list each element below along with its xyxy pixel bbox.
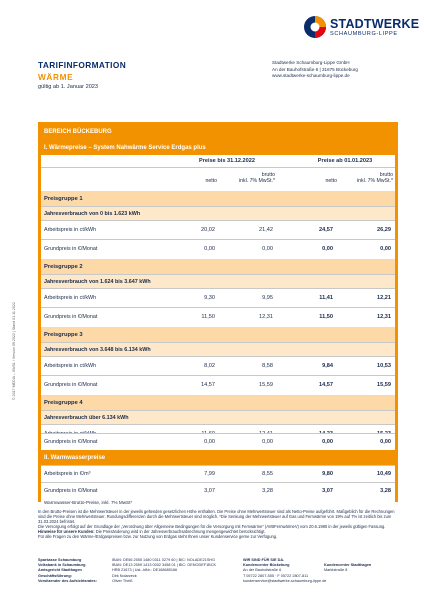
table-row: Arbeitspreis in ct/kWh 8,02 8,58 9,84 10,53 — [41, 356, 395, 375]
company-logo — [303, 14, 421, 42]
side-print-info: © 2017 MEDIA – SWSL / Version 09.2022 | Stand 01.11.2022 — [12, 302, 16, 400]
region-header: BEREICH BÜCKEBURG — [44, 129, 112, 135]
table-row: Grundpreis in €/Monat 14,57 15,59 14,57 15,59 — [41, 375, 395, 394]
document-title — [38, 60, 126, 90]
address-line: An der Bauhofstraße 6 | 31675 Bückeburg — [272, 66, 358, 72]
consumption-range: Jahresverbrauch von 1.624 bis 3.647 kWh — [41, 274, 395, 288]
brutto-label: brutto inkl. 7% MwSt.* — [238, 172, 275, 185]
note-avb: Die Versorgung erfolgt auf der Grundlage der „Verordnung über Allgemeine Bedingungen für die Versorgung mit Fernwärme“ (AVBFernwärmeV) vom 20.6.1980 in der jeweils gültigen Fassung. — [38, 524, 386, 530]
column-header-row — [41, 155, 395, 167]
stadtwerke-logo-icon — [303, 15, 327, 39]
subheader-row — [41, 167, 395, 191]
logo-name: STADTWERKE — [330, 17, 420, 31]
table-row: Arbeitspreis in ct/kWh 20,02 21,42 24,57 26,29 — [41, 220, 395, 239]
brutto-label: brutto inkl. 7% MwSt.* — [356, 172, 393, 185]
consumption-range: Jahresverbrauch von 0 bis 1.623 kWh — [41, 206, 395, 220]
column-header-new: Preise ab 01.01.2023 — [317, 158, 373, 164]
table-row: Grundpreis in €/Monat 0,00 0,00 0,00 0,00 — [41, 239, 395, 258]
table-row: Arbeitspreis in €/m³ 7,99 8,55 9,80 10,49 — [41, 465, 395, 482]
heating-prices-section — [41, 155, 395, 436]
consumption-range: Jahresverbrauch über 6.134 kWh — [41, 410, 395, 424]
footer-contact-buckeburg: WIR SIND FÜR SIE DA. Kundencenter Bückeburg An der Bauhofstraße 6 T 05722 2807-555 · F 05722 2807-811 kundenservice@stadtwerke-schaumburg-lippe.de — [243, 558, 327, 583]
company-address — [272, 60, 358, 80]
table-row: Grundpreis in €/Monat 11,50 12,31 11,50 12,31 — [41, 307, 395, 326]
note-customers: Hinweise für unsere Kunden: Die Preisänderung wird in der Jahresverbrauchsabrechnung mengengewichtet berücksichtigt. — [38, 529, 266, 535]
netto-label: netto — [205, 178, 217, 184]
phone-fax: T 05722 2807-555 · F 05722 2807-811 — [243, 573, 309, 578]
section-water-header: II. Warmwasserpreise — [44, 455, 106, 461]
price-group-title: Preisgruppe 3 — [41, 327, 395, 342]
price-group-title: Preisgruppe 1 — [41, 191, 395, 206]
netto-label: netto — [325, 178, 337, 184]
address-line: Stadtwerke Schaumburg-Lippe GmbH — [272, 60, 350, 65]
table-lower-part — [41, 433, 395, 499]
footer-contact-stadthagen: Kundencenter Stadthagen Marktstraße 8 — [324, 563, 372, 573]
logo-subtitle: SCHAUMBURG-LIPPE — [330, 31, 398, 37]
table-row: Grundpreis in €/Monat 0,00 0,00 0,00 0,00 — [41, 433, 395, 450]
section-heating-header: I. Wärmepreise – System Nahwärme Service Erdgas plus — [44, 144, 206, 151]
table-row: Arbeitspreis in ct/kWh 9,30 9,95 11,41 12,21 — [41, 288, 395, 307]
table-row: Grundpreis in €/Monat 3,07 3,28 3,07 3,28 — [41, 482, 395, 499]
price-group-title: Preisgruppe 4 — [41, 395, 395, 410]
note-vat: In den Brutto-Preisen ist die Mehrwertsteuer in der jeweils geltenden gesetzlichen Höhe enthalten. Die Preise ohne Mehrwertsteuer sind als Netto-Preise aufgeführt. Maßgeblich für die Rechnungen sind die Preise ohne Mehrwertsteuer. Rundungsdifferenzen durch die Mehrwertsteuer sind möglich. *Die Senkung der Mehrwertsteuer auf Gas und Fernwärme von 19% auf 7% ist zeitlich bis zum 31.03.2024 befristet. — [38, 509, 395, 525]
footer-legal-values: IBAN: DE56 2555 1480 0311 0279 60 | BIC: NOLADE21SHG IBAN: DE13 2559 1413 0002 3458 01 | BIC: GENODEF1BCK HRB 21673 | Ust.-IdNr.: DE168685166 Dirk Nolarzeck Oliver Theiß — [112, 558, 216, 583]
water-footnote: Warmwasser-Brutto-Preise, inkl. 7% MwSt* — [41, 499, 395, 506]
email-link[interactable]: kundenservice@stadtwerke-schaumburg-lippe.de — [243, 578, 327, 583]
footer-legal-labels: Sparkasse Schaumburg Volksbank in Schaumburg Amtsgericht Stadthagen Geschäftsführung: Vorsitzender des Aufsichtsrates: — [38, 558, 97, 583]
notes-block — [38, 509, 400, 540]
note-contact: Für alle Fragen zu den Wärme-/Erdgaspreisen bzw. zur Nutzung von Erdgas steht Ihnen unser Kundenservice gerne zur Verfügung. — [38, 534, 278, 540]
title-line-2: WÄRME — [38, 72, 74, 82]
footer — [38, 558, 400, 592]
consumption-range: Jahresverbrauch von 3.648 bis 6.134 kWh — [41, 342, 395, 356]
column-header-old: Preise bis 31.12.2022 — [199, 158, 255, 164]
validity-date: gültig ab 1. Januar 2023 — [38, 84, 99, 90]
title-line-1: TARIFINFORMATION — [38, 60, 127, 70]
website-link[interactable]: www.stadtwerke-schaumburg-lippe.de — [272, 73, 350, 79]
price-group-title: Preisgruppe 2 — [41, 259, 395, 274]
